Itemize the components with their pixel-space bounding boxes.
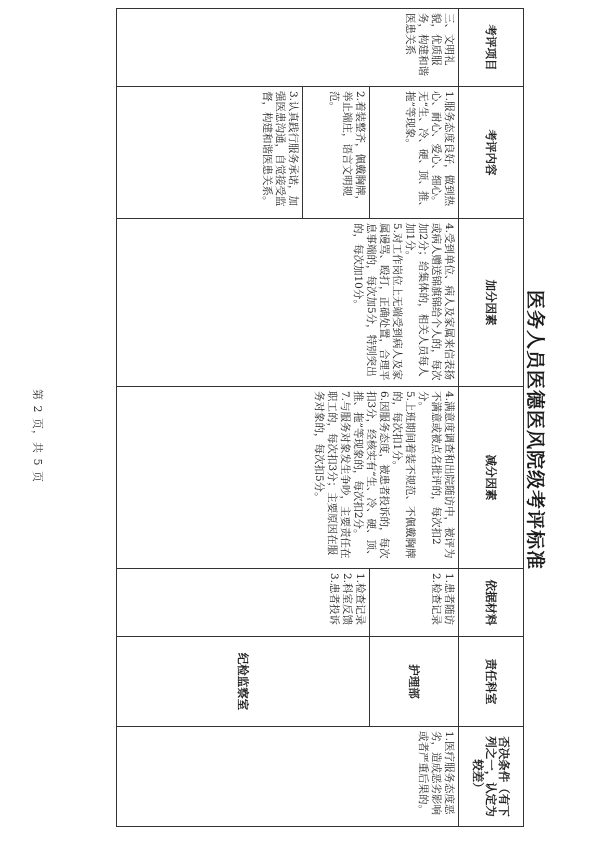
basis-cell-1: 1.患者随访 2.检查记录: [370, 569, 459, 637]
table-header-row: [459, 9, 524, 827]
header-item: 考评项目: [459, 9, 524, 87]
evaluation-table: [116, 8, 524, 826]
header-dept: 责任科室: [459, 637, 524, 727]
deduct-line: 4.满意度调查和出院随访中，被评为不满意或被点名批评的，每次扣2分。: [417, 391, 455, 559]
deduct-line: 5.上班期间着装不规范、不佩戴胸牌的，每次扣1分。: [391, 391, 416, 559]
header-deduct: 减分因素: [459, 387, 524, 569]
header-content: 考评内容: [459, 87, 524, 219]
dept-cell-2: 纪检监察室: [117, 637, 370, 727]
deduct-line: 7.与服务对象发生争吵，主要责任在职工的，每次扣3分；主要原因在服务对象的，每次扣5分。: [313, 391, 351, 559]
table-row: [370, 9, 459, 827]
bonus-cell: [117, 219, 459, 387]
bonus-line: 4.受到单位、病人及家属来信表扬或病人赠送锦旗锦给个人的，每次加2分；给集体的，相关人员每人加1分。: [404, 223, 455, 381]
deduct-cell: [117, 387, 459, 569]
header-basis: 依据材料: [459, 569, 524, 637]
page-footer: 第 2 页，共 5 页: [31, 389, 44, 483]
page-title: 医务人员医德医风院级考评标准: [524, 289, 546, 570]
content-cell-2: 2.着装整齐，佩戴胸牌，举止端庄，语言文明规范。: [303, 87, 370, 219]
item-cell: 三、文明礼貌，优质服务，构建和谐医患关系: [117, 9, 459, 87]
dept-cell-1: 护理部: [370, 637, 459, 727]
veto-cell: 1.医疗服务态度恶劣，造成恶劣影响或者严重后果的。: [117, 727, 459, 827]
header-bonus: 加分因素: [459, 219, 524, 387]
basis-cell-2: 1.检查记录 2.科室反馈 3.患者投诉: [117, 569, 370, 637]
content-cell-1: 1.服务态度良好，做到热心、耐心、爱心、细心。无“生、冷、硬、顶、推、拖”等现象。: [370, 87, 459, 219]
content-cell-3: 3.认真践行服务承诺，加强医患沟通，自觉接受监督，构建和谐医患关系。: [117, 87, 303, 219]
deduct-line: 6.因服务态度，被患者投诉的，每次扣3分，经核实有“生、冷、硬、顶、推、拖”等现象的，每次扣2分。: [352, 391, 390, 561]
bonus-line: 5.对工作岗位上无端受到病人及家属谩骂、殴打，正确处置，合理平息事端的，每次加5分，特别突出的，每次加10分。: [352, 223, 403, 381]
header-veto: 否决条件（有下列之一，认定为较差）: [459, 727, 524, 827]
